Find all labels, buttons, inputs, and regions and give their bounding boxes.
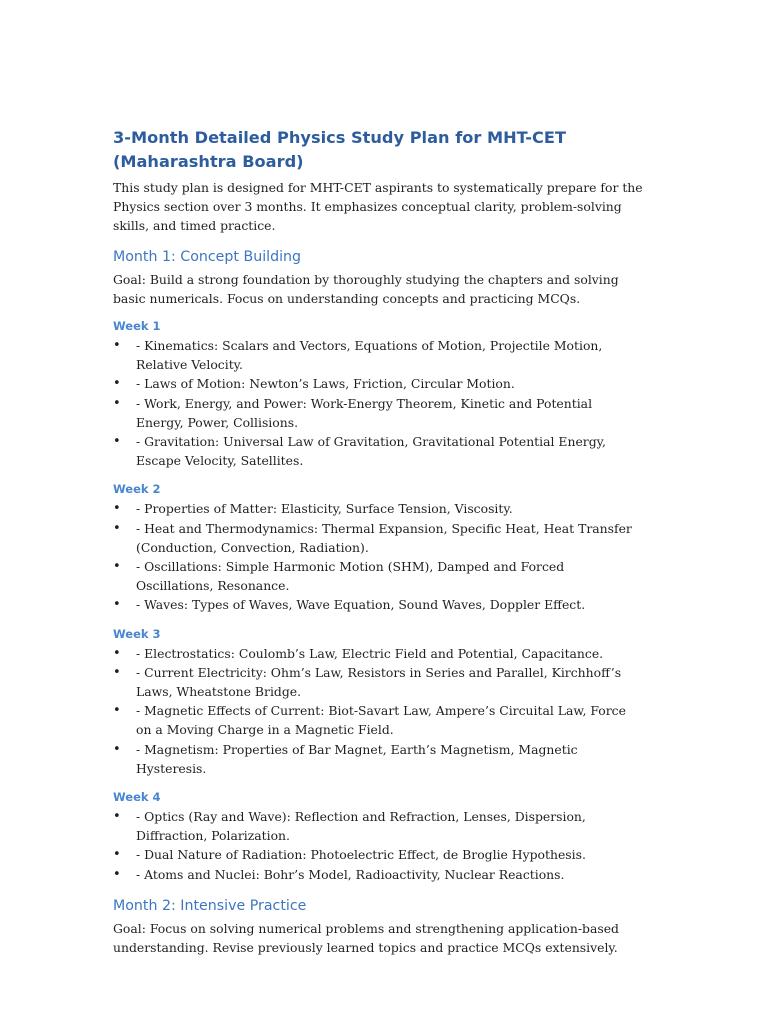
list-item — [113, 595, 643, 614]
month-1-goal: Goal: Build a strong foundation by thoroughly studying the chapters and solving basic numericals. Focus on understanding concepts and practicing MCQs. — [113, 271, 619, 306]
week-1-list — [113, 336, 643, 470]
list-item-text: - Atoms and Nuclei: Bohr’s Model, Radioactivity, Nuclear Reactions. — [136, 866, 565, 882]
list-item — [113, 499, 643, 518]
bullet-icon: • — [113, 866, 121, 882]
list-item-text: - Magnetic Effects of Current: Biot-Savart Law, Ampere’s Circuital Law, Force on a Moving Charge in a Magnetic Field. — [136, 703, 626, 738]
list-item — [113, 432, 643, 470]
week-3-section — [113, 626, 643, 778]
list-item-text: - Magnetism: Properties of Bar Magnet, Earth’s Magnetism, Magnetic Hysteresis. — [136, 741, 578, 776]
list-item — [113, 374, 643, 393]
list-item-text: - Optics (Ray and Wave): Reflection and Refraction, Lenses, Dispersion, Diffraction, Polarization. — [136, 809, 586, 844]
list-item — [113, 557, 643, 595]
bullet-icon: • — [113, 520, 121, 536]
week-4-heading: Week 4 — [113, 790, 161, 805]
list-item — [113, 701, 643, 739]
bullet-icon: • — [113, 597, 121, 613]
document-page — [113, 122, 643, 967]
week-2-list — [113, 499, 643, 614]
bullet-icon: • — [113, 376, 121, 392]
document-title: 3-Month Detailed Physics Study Plan for MHT-CET (Maharashtra Board) — [113, 128, 566, 171]
list-item — [113, 663, 643, 701]
week-3-list — [113, 644, 643, 778]
list-item — [113, 865, 643, 884]
month-2-goal: Goal: Focus on solving numerical problems and strengthening application-based understanding. Revise previously learned topics and practice MCQs extensively. — [113, 920, 619, 956]
list-item-text: - Laws of Motion: Newton’s Laws, Friction, Circular Motion. — [136, 376, 515, 392]
list-item-text: - Dual Nature of Radiation: Photoelectric Effect, de Broglie Hypothesis. — [136, 847, 586, 863]
list-item — [113, 336, 643, 374]
month-2-heading: Month 2: Intensive Practice — [113, 897, 307, 914]
list-item-text: - Heat and Thermodynamics: Thermal Expansion, Specific Heat, Heat Transfer (Conduction, Convection, Radiation). — [136, 520, 632, 555]
week-4-section — [113, 789, 643, 884]
bullet-icon: • — [113, 847, 121, 863]
list-item-text: - Properties of Matter: Elasticity, Surface Tension, Viscosity. — [136, 501, 513, 517]
bullet-icon: • — [113, 559, 121, 575]
list-item-text: - Work, Energy, and Power: Work-Energy Theorem, Kinetic and Potential Energy, Power, Collisions. — [136, 395, 593, 430]
week-2-heading: Week 2 — [113, 482, 161, 497]
list-item-text: - Gravitation: Universal Law of Gravitation, Gravitational Potential Energy, Escape Velocity, Satellites. — [136, 434, 606, 469]
week-1-section — [113, 318, 643, 470]
month-1-heading: Month 1: Concept Building — [113, 248, 302, 265]
list-item — [113, 644, 643, 663]
list-item — [113, 394, 643, 432]
bullet-icon: • — [113, 434, 121, 450]
bullet-icon: • — [113, 501, 121, 517]
list-item-text: - Current Electricity: Ohm’s Law, Resistors in Series and Parallel, Kirchhoff’s Laws, Wheatstone Bridge. — [136, 664, 622, 700]
list-item — [113, 740, 643, 778]
list-item-text: - Oscillations: Simple Harmonic Motion (SHM), Damped and Forced Oscillations, Resonance. — [136, 559, 565, 594]
list-item-text: - Electrostatics: Coulomb’s Law, Electric Field and Potential, Capacitance. — [136, 645, 604, 661]
week-3-heading: Week 3 — [113, 626, 161, 641]
week-1-heading: Week 1 — [113, 319, 161, 334]
list-item — [113, 519, 643, 557]
list-item-text: - Kinematics: Scalars and Vectors, Equations of Motion, Projectile Motion, Relative Velocity. — [136, 338, 603, 373]
list-item — [113, 807, 643, 845]
bullet-icon: • — [113, 395, 121, 411]
list-item — [113, 845, 643, 864]
bullet-icon: • — [113, 741, 121, 757]
bullet-icon: • — [113, 664, 121, 680]
bullet-icon: • — [113, 703, 121, 719]
bullet-icon: • — [113, 645, 121, 661]
week-4-list — [113, 807, 643, 884]
list-item-text: - Waves: Types of Waves, Wave Equation, Sound Waves, Doppler Effect. — [136, 597, 586, 613]
intro-paragraph: This study plan is designed for MHT-CET aspirants to systematically prepare for the Physics section over 3 months. It emphasizes conceptual clarity, problem-solving skills, and timed practice. — [113, 180, 643, 234]
bullet-icon: • — [113, 338, 121, 354]
week-2-section — [113, 481, 643, 614]
bullet-icon: • — [113, 809, 121, 825]
